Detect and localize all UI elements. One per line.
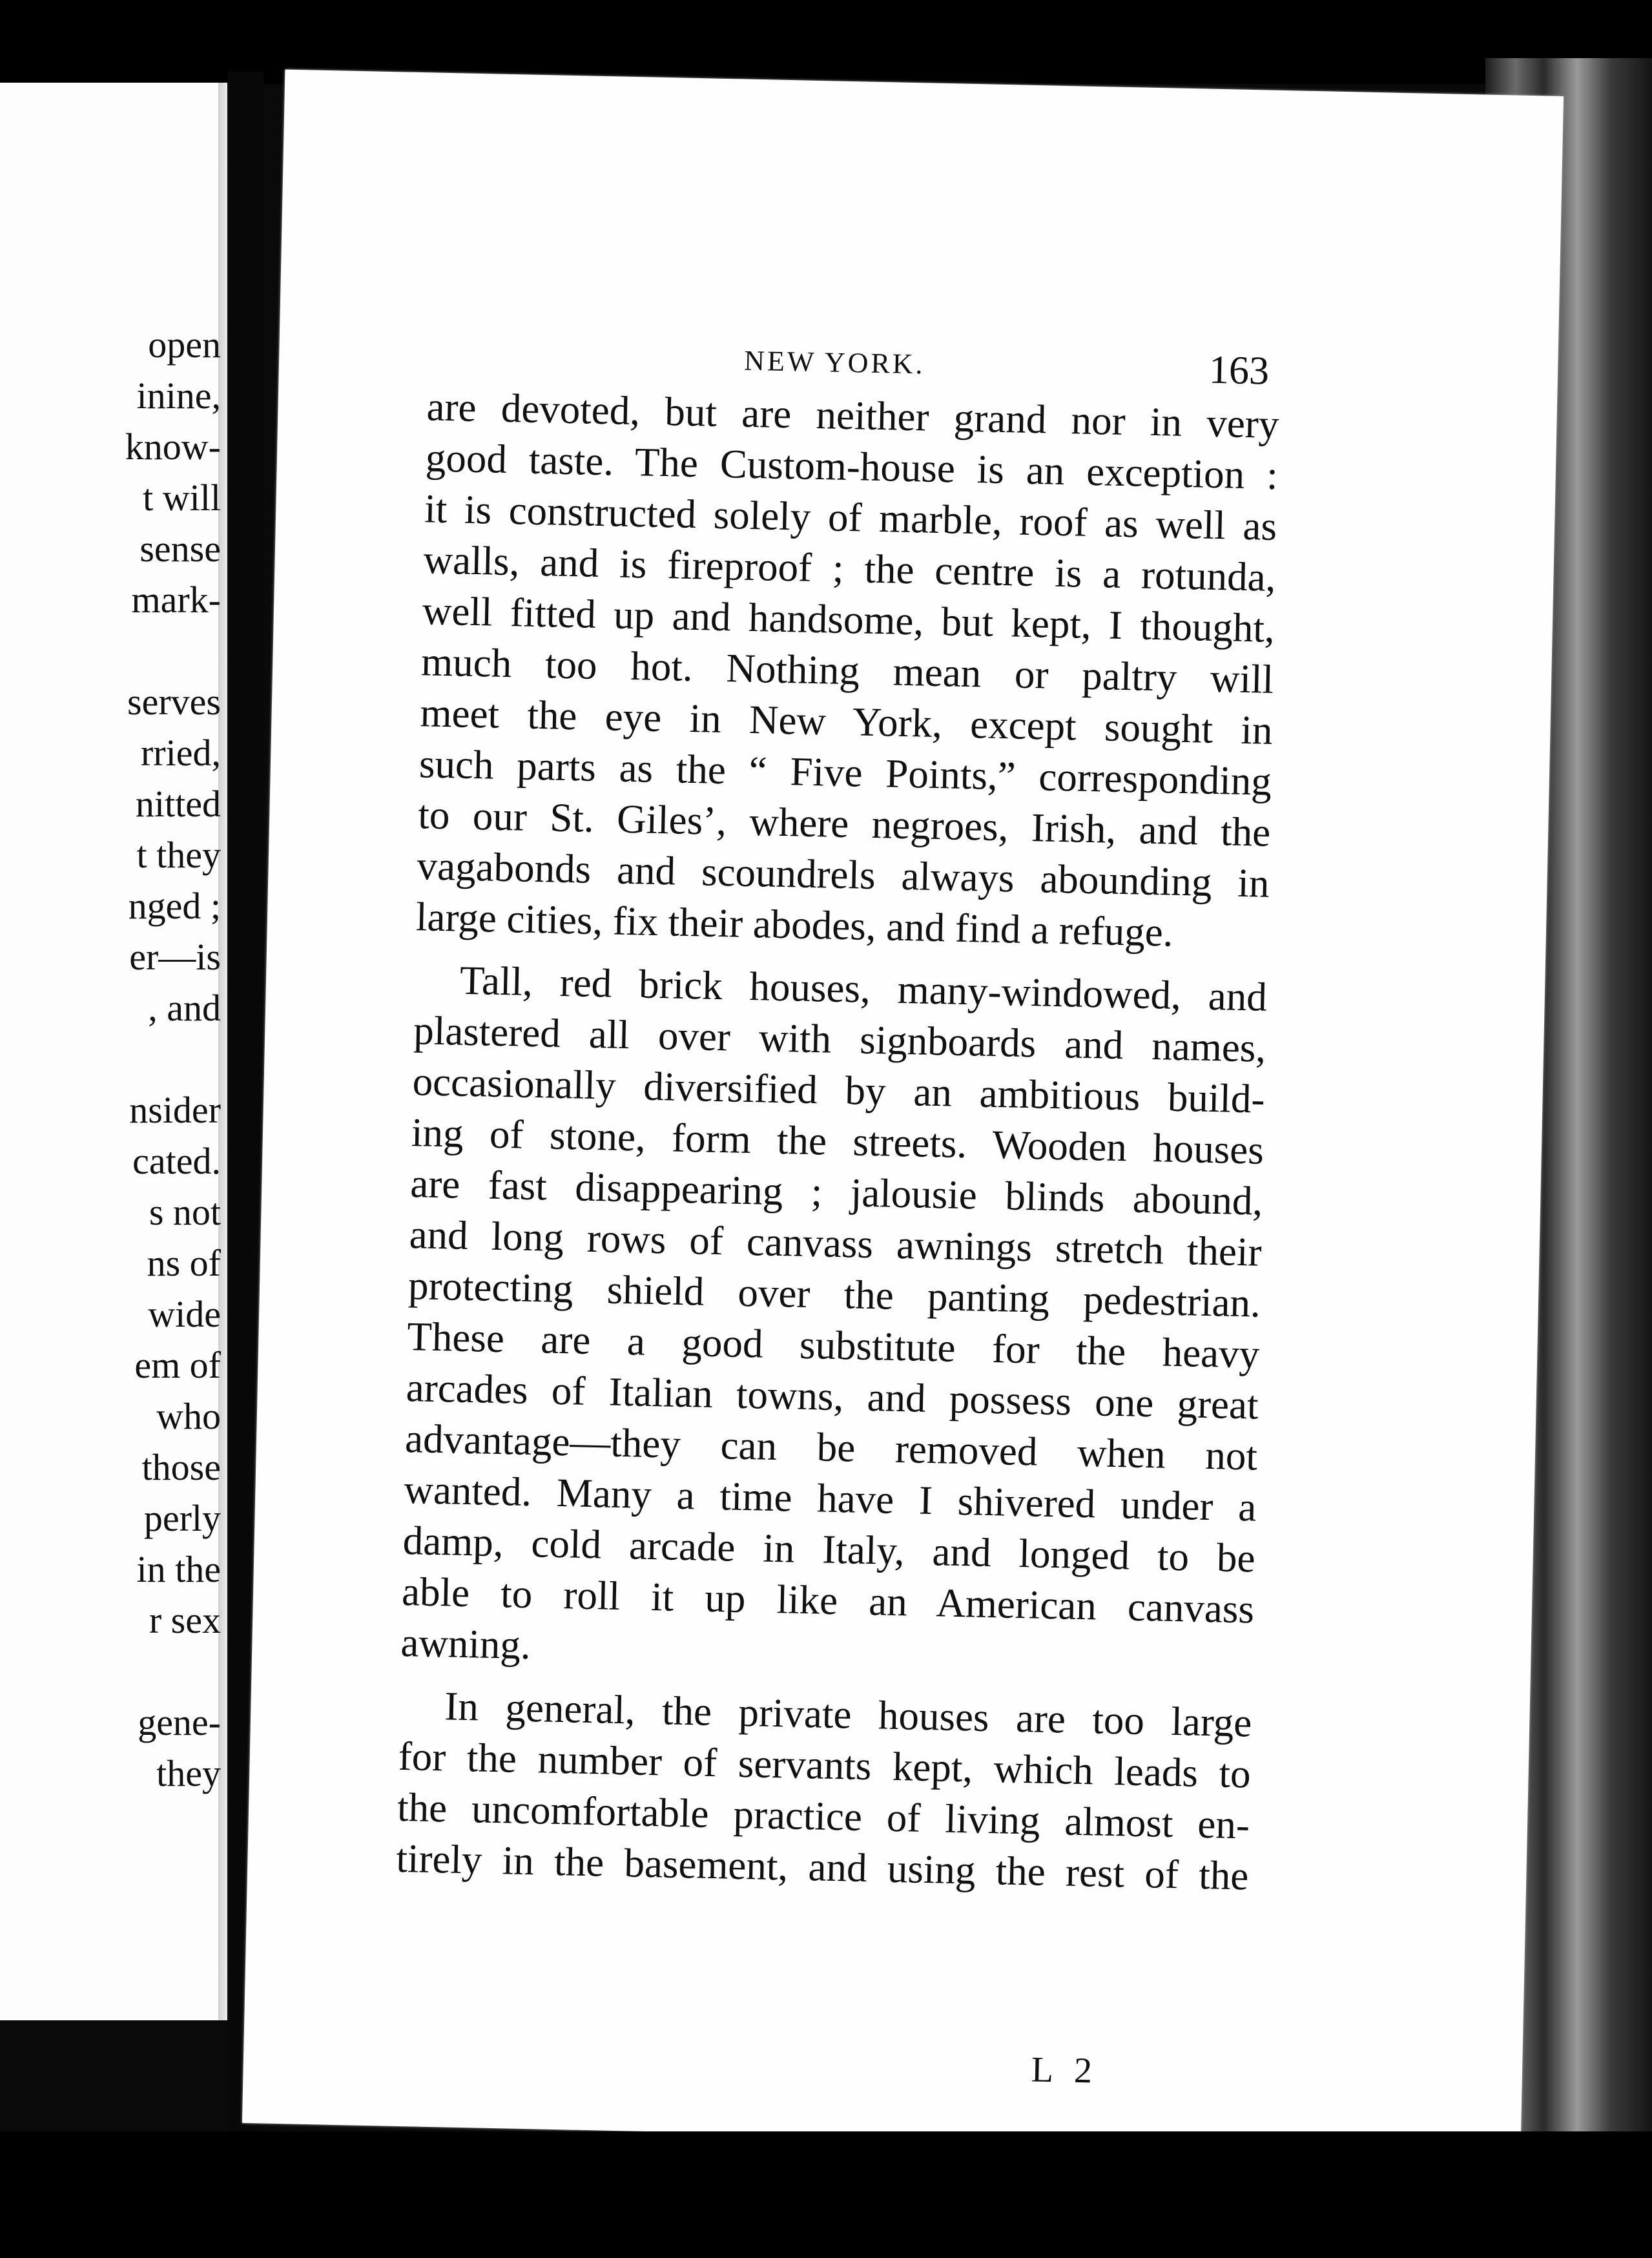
text-line: wanted. Many a time have I shivered under a xyxy=(403,1466,1257,1530)
left-page-line: rried, xyxy=(141,732,221,774)
text-line: walls, and is fireproof ; the centre is a rotunda, xyxy=(422,537,1277,600)
text-line: it is constructed solely of marble, roof as well as xyxy=(424,486,1277,549)
page-number: 163 xyxy=(1208,347,1270,393)
text-line: meet the eye in New York, except sought in xyxy=(419,690,1274,753)
left-page-line: they xyxy=(156,1752,221,1794)
text-line: large cities, fix their abodes, and find a refuge. xyxy=(415,894,1174,955)
text-line: are devoted, but are neither grand nor in very xyxy=(426,384,1280,447)
paragraph xyxy=(415,381,1279,960)
paragraph xyxy=(396,1680,1252,1902)
text-line: well fitted up and handsome, but kept, I thought, xyxy=(422,588,1275,651)
left-page-line: nged ; xyxy=(128,885,221,927)
text-line: arcades of Italian towns, and possess one great xyxy=(406,1364,1259,1428)
left-page-line: know- xyxy=(125,426,221,468)
left-page-line: serves xyxy=(127,681,221,723)
body-text xyxy=(396,381,1279,1901)
left-page-line: sense xyxy=(139,528,221,570)
left-page-line: perly xyxy=(143,1497,221,1539)
text-line: for the number of servants kept, which leads to xyxy=(398,1733,1252,1797)
signature-mark: L 2 xyxy=(1031,2049,1099,2091)
left-page-line: who xyxy=(156,1395,221,1437)
left-page-line: gene- xyxy=(138,1701,221,1743)
scan-border-bottom xyxy=(0,2131,1652,2258)
left-page-line: in the xyxy=(136,1548,221,1590)
text-line: damp, cold arcade in Italy, and longed to be xyxy=(402,1517,1256,1581)
left-page-line: those xyxy=(141,1446,221,1488)
left-page-line: nsider xyxy=(129,1089,221,1131)
text-line: occasionally diversified by an ambitious build- xyxy=(412,1059,1266,1122)
left-page-line: em of xyxy=(134,1344,221,1386)
left-page-line: er—is xyxy=(129,936,221,978)
text-line: awning. xyxy=(400,1619,532,1668)
left-page-line: s not xyxy=(149,1191,221,1233)
left-page-line: , and xyxy=(148,987,221,1029)
running-head: NEW YORK. xyxy=(743,344,926,380)
text-line: protecting shield over the panting pedestrian. xyxy=(408,1263,1261,1326)
text-line: much too hot. Nothing mean or paltry will xyxy=(420,639,1274,702)
left-page-line: cated. xyxy=(132,1140,221,1182)
text-line: Tall, red brick houses, many-windowed, and xyxy=(459,957,1268,1020)
left-page-line: mark- xyxy=(131,579,221,621)
right-page xyxy=(242,70,1564,2150)
left-page-line: r sex xyxy=(149,1599,221,1641)
text-line: tirely in the basement, and using the rest of the xyxy=(395,1835,1250,1899)
text-line: to our St. Giles’, where negroes, Irish, and the xyxy=(417,792,1271,855)
text-line: such parts as the “ Five Points,” corresponding xyxy=(418,741,1272,804)
left-page-line: wide xyxy=(148,1293,221,1335)
text-line: able to roll it up like an American canvass xyxy=(401,1568,1255,1632)
left-page-line: ns of xyxy=(147,1242,221,1284)
text-line: These are a good substitute for the heavy xyxy=(406,1314,1260,1377)
text-line: plastered all over with signboards and names, xyxy=(413,1008,1266,1071)
text-line: advantage—they can be removed when not xyxy=(404,1415,1258,1479)
left-page-line: open xyxy=(148,324,221,366)
text-line: are fast disappearing ; jalousie blinds abound, xyxy=(409,1161,1263,1224)
left-page-line: t they xyxy=(136,834,221,876)
left-page-line: t will xyxy=(143,477,221,519)
left-page-line: nitted xyxy=(135,783,221,825)
left-facing-page xyxy=(0,83,226,2020)
text-line: In general, the private houses are too large xyxy=(444,1683,1252,1746)
text-line: ing of stone, form the streets. Wooden houses xyxy=(411,1110,1265,1173)
left-page-line: inine, xyxy=(136,375,221,417)
text-line: vagabonds and scoundrels always abounding in xyxy=(417,843,1270,906)
text-line: good taste. The Custom-house is an exception : xyxy=(425,435,1279,498)
text-line: the uncomfortable practice of living almost en- xyxy=(397,1784,1250,1848)
paragraph xyxy=(400,954,1268,1686)
text-line: and long rows of canvass awnings stretch their xyxy=(409,1212,1263,1275)
